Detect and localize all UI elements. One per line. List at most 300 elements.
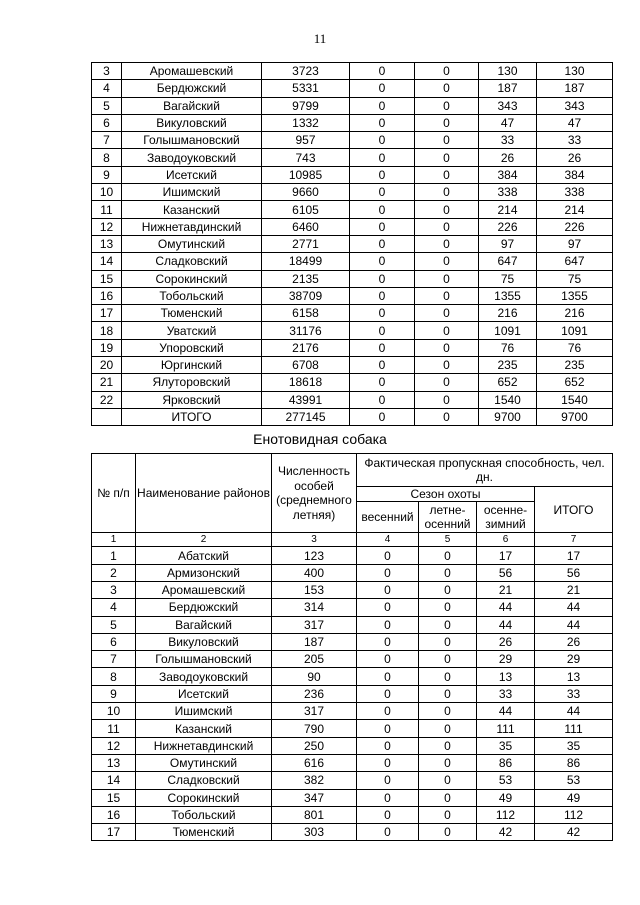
table-cell: 0 <box>357 599 419 616</box>
table-cell: 9 <box>92 166 122 183</box>
table-cell: 18618 <box>262 374 350 391</box>
table-row <box>92 63 613 80</box>
table-cell: 47 <box>479 114 537 131</box>
table-cell: 0 <box>415 270 479 287</box>
table-cell: Юргинский <box>122 357 262 374</box>
table-cell: 42 <box>477 824 535 841</box>
table-cell: Тюменский <box>136 824 272 841</box>
table-row <box>92 132 613 149</box>
table-row <box>92 772 613 789</box>
table-cell: 790 <box>272 720 357 737</box>
table-cell: 0 <box>350 63 415 80</box>
table-cell: 35 <box>477 737 535 754</box>
table-cell: 317 <box>272 703 357 720</box>
header-name: Наименование районов <box>136 454 272 533</box>
table-cell: Уватский <box>122 322 262 339</box>
table-cell: 0 <box>357 616 419 633</box>
table-cell: Викуловский <box>122 114 262 131</box>
table-row <box>92 322 613 339</box>
table-cell: 0 <box>350 218 415 235</box>
table-cell: 3 <box>92 581 136 598</box>
table-cell: 0 <box>419 703 477 720</box>
table-row <box>92 357 613 374</box>
table-cell: 743 <box>262 149 350 166</box>
table-cell: 214 <box>479 201 537 218</box>
table-cell: 0 <box>415 322 479 339</box>
table-cell: 6 <box>92 114 122 131</box>
table-cell: 652 <box>537 374 613 391</box>
table-cell: 0 <box>357 703 419 720</box>
table-row <box>92 408 613 425</box>
table-cell: 153 <box>272 581 357 598</box>
column-number: 3 <box>272 533 357 547</box>
table-row <box>92 80 613 97</box>
table-cell: 42 <box>535 824 613 841</box>
table-cell: 187 <box>272 633 357 650</box>
table-cell: 0 <box>415 287 479 304</box>
table-row <box>92 824 613 841</box>
table-row <box>92 97 613 114</box>
table-cell: 0 <box>350 253 415 270</box>
table-cell: 647 <box>479 253 537 270</box>
table1-body <box>92 63 613 426</box>
table-cell: 14 <box>92 772 136 789</box>
column-number: 4 <box>357 533 419 547</box>
table-row <box>92 806 613 823</box>
table-cell: 43991 <box>262 391 350 408</box>
table-cell: 21 <box>477 581 535 598</box>
table-cell: 6460 <box>262 218 350 235</box>
table-cell: 384 <box>537 166 613 183</box>
table-cell: 1355 <box>479 287 537 304</box>
table-cell: 16 <box>92 806 136 823</box>
table-cell: Тобольский <box>122 287 262 304</box>
table-cell: 0 <box>357 772 419 789</box>
table-cell: 187 <box>537 80 613 97</box>
table-cell: 18 <box>92 322 122 339</box>
table-cell: Аромашевский <box>122 63 262 80</box>
table-cell: 0 <box>350 357 415 374</box>
table-cell: 317 <box>272 616 357 633</box>
table-cell: Голышмановский <box>136 651 272 668</box>
table-row <box>92 253 613 270</box>
column-number: 7 <box>535 533 613 547</box>
table-cell: Исетский <box>136 685 272 702</box>
table-cell: 35 <box>535 737 613 754</box>
table-cell: 20 <box>92 357 122 374</box>
table-cell: 7 <box>92 651 136 668</box>
table-cell: Сладковский <box>122 253 262 270</box>
column-number: 5 <box>419 533 477 547</box>
table-row <box>92 184 613 201</box>
table-cell: 26 <box>477 633 535 650</box>
table-cell: 76 <box>479 339 537 356</box>
table-cell: 0 <box>357 547 419 564</box>
table-cell: 56 <box>535 564 613 581</box>
table-cell: 0 <box>357 824 419 841</box>
table-cell: 0 <box>350 80 415 97</box>
header-num: № п/п <box>92 454 136 533</box>
table-cell: 112 <box>535 806 613 823</box>
table-cell: 0 <box>419 789 477 806</box>
table-cell: Омутинский <box>136 754 272 771</box>
table-cell: 0 <box>415 201 479 218</box>
table-caption: Енотовидная собака <box>253 431 387 447</box>
table-cell <box>92 408 122 425</box>
table-cell: 0 <box>357 564 419 581</box>
table-cell: Викуловский <box>136 633 272 650</box>
table-cell: 382 <box>272 772 357 789</box>
table-cell: Вагайский <box>122 97 262 114</box>
table-row <box>92 685 613 702</box>
table-cell: 4 <box>92 80 122 97</box>
table-row <box>92 391 613 408</box>
table-cell: 0 <box>415 97 479 114</box>
table-cell: 26 <box>537 149 613 166</box>
table-cell: 0 <box>415 63 479 80</box>
table-cell: 303 <box>272 824 357 841</box>
table-cell: 0 <box>350 201 415 218</box>
table-cell: Бердюжский <box>122 80 262 97</box>
table-cell: 0 <box>419 806 477 823</box>
table-cell: 0 <box>357 633 419 650</box>
column-number: 2 <box>136 533 272 547</box>
table-cell: 226 <box>479 218 537 235</box>
table-cell: Казанский <box>122 201 262 218</box>
table-cell: 49 <box>535 789 613 806</box>
table-cell: 0 <box>419 547 477 564</box>
table-cell: 17 <box>535 547 613 564</box>
table-cell: 76 <box>537 339 613 356</box>
table-cell: 5331 <box>262 80 350 97</box>
table-cell: 1355 <box>537 287 613 304</box>
table-cell: 0 <box>415 305 479 322</box>
table-cell: 5 <box>92 97 122 114</box>
table-cell: 187 <box>479 80 537 97</box>
table-cell: 214 <box>537 201 613 218</box>
table-cell: 0 <box>419 685 477 702</box>
table-row <box>92 235 613 252</box>
table-cell: 75 <box>479 270 537 287</box>
table-cell: 0 <box>350 408 415 425</box>
table-cell: 0 <box>350 149 415 166</box>
table-cell: 0 <box>357 806 419 823</box>
table-cell: 0 <box>350 339 415 356</box>
table-cell: Абатский <box>136 547 272 564</box>
table-cell: 2135 <box>262 270 350 287</box>
table-cell: 0 <box>415 166 479 183</box>
table-cell: 33 <box>535 685 613 702</box>
table-row <box>92 218 613 235</box>
table-row <box>92 564 613 581</box>
table-cell: 0 <box>350 391 415 408</box>
table-cell: 33 <box>479 132 537 149</box>
table-cell: 13 <box>477 668 535 685</box>
table-cell: 17 <box>92 305 122 322</box>
table-cell: Нижнетавдинский <box>136 737 272 754</box>
table-cell: 0 <box>415 132 479 149</box>
table-row <box>92 703 613 720</box>
table-cell: 9700 <box>537 408 613 425</box>
table-cell: 347 <box>272 789 357 806</box>
table-cell: 8 <box>92 149 122 166</box>
table-cell: 18499 <box>262 253 350 270</box>
table-row <box>92 547 613 564</box>
header-season: Сезон охоты <box>357 487 535 502</box>
table-cell: Тюменский <box>122 305 262 322</box>
table-cell: 2176 <box>262 339 350 356</box>
table-cell: 26 <box>535 633 613 650</box>
table-cell: 11 <box>92 201 122 218</box>
table-cell: 0 <box>357 668 419 685</box>
table-cell: 0 <box>357 581 419 598</box>
table-cell: 22 <box>92 391 122 408</box>
table-cell: 111 <box>535 720 613 737</box>
table-cell: Исетский <box>122 166 262 183</box>
header-capacity: Фактическая пропускная способность, чел. дн. <box>357 454 613 487</box>
table-cell: 250 <box>272 737 357 754</box>
table-cell: 1091 <box>479 322 537 339</box>
raccoon-dog-table <box>91 453 613 841</box>
table-cell: 112 <box>477 806 535 823</box>
table-cell: 235 <box>537 357 613 374</box>
table-cell: Тобольский <box>136 806 272 823</box>
table-cell: 53 <box>535 772 613 789</box>
table-cell: 0 <box>415 235 479 252</box>
table-cell: 6105 <box>262 201 350 218</box>
table-cell: 14 <box>92 253 122 270</box>
table-cell: 16 <box>92 287 122 304</box>
table-cell: 1 <box>92 547 136 564</box>
table-cell: 9700 <box>479 408 537 425</box>
table-cell: 90 <box>272 668 357 685</box>
table-cell: 8 <box>92 668 136 685</box>
table-cell: 957 <box>262 132 350 149</box>
table-cell: 6708 <box>262 357 350 374</box>
table-cell: 12 <box>92 218 122 235</box>
table-cell: 0 <box>415 114 479 131</box>
table-cell: 2 <box>92 564 136 581</box>
table-row <box>92 374 613 391</box>
table-cell: 21 <box>92 374 122 391</box>
table-cell: Заводоуковский <box>136 668 272 685</box>
table-row <box>92 305 613 322</box>
table-cell: 226 <box>537 218 613 235</box>
table2-body <box>92 547 613 841</box>
table-cell: Ишимский <box>136 703 272 720</box>
table-cell: Ялуторовский <box>122 374 262 391</box>
table-cell: 49 <box>477 789 535 806</box>
table-cell: 616 <box>272 754 357 771</box>
table-cell: 130 <box>479 63 537 80</box>
table-cell: 400 <box>272 564 357 581</box>
header-total: ИТОГО <box>535 487 613 533</box>
table-row <box>92 581 613 598</box>
table-row <box>92 789 613 806</box>
table-cell: 10 <box>92 703 136 720</box>
table-cell: Бердюжский <box>136 599 272 616</box>
table-cell: 29 <box>535 651 613 668</box>
table-cell: 47 <box>537 114 613 131</box>
table-cell: 7 <box>92 132 122 149</box>
table-cell: Сорокинский <box>136 789 272 806</box>
table-cell: Омутинский <box>122 235 262 252</box>
table-cell: 6158 <box>262 305 350 322</box>
table-row <box>92 720 613 737</box>
table-cell: 0 <box>415 408 479 425</box>
table-cell: 13 <box>535 668 613 685</box>
table-cell: 0 <box>419 616 477 633</box>
table-row <box>92 599 613 616</box>
table-cell: 338 <box>479 184 537 201</box>
table-cell: 343 <box>479 97 537 114</box>
table-cell: ИТОГО <box>122 408 262 425</box>
header-spring: весенний <box>357 502 419 533</box>
table-cell: 0 <box>415 374 479 391</box>
table-cell: 0 <box>415 184 479 201</box>
table-cell: 1332 <box>262 114 350 131</box>
table-cell: 0 <box>350 97 415 114</box>
table-row <box>92 651 613 668</box>
table-cell: 44 <box>477 703 535 720</box>
table-cell: 56 <box>477 564 535 581</box>
table-cell: 9660 <box>262 184 350 201</box>
table-cell: 2771 <box>262 235 350 252</box>
table-cell: 1540 <box>537 391 613 408</box>
table-cell: 343 <box>537 97 613 114</box>
table-cell: 0 <box>357 685 419 702</box>
table-cell: 11 <box>92 720 136 737</box>
data-table-continued <box>91 62 613 426</box>
table-cell: 0 <box>357 720 419 737</box>
table-cell: 130 <box>537 63 613 80</box>
table-cell: 9 <box>92 685 136 702</box>
table-cell: 75 <box>537 270 613 287</box>
table-cell: 5 <box>92 616 136 633</box>
table-cell: 235 <box>479 357 537 374</box>
table-cell: 0 <box>419 668 477 685</box>
table-cell: 0 <box>350 287 415 304</box>
column-number: 6 <box>477 533 535 547</box>
table-row <box>92 270 613 287</box>
table-cell: Сладковский <box>136 772 272 789</box>
table-cell: 44 <box>535 599 613 616</box>
table-row <box>92 737 613 754</box>
table-cell: 0 <box>419 754 477 771</box>
table-cell: 0 <box>357 789 419 806</box>
table-row <box>92 149 613 166</box>
table-cell: 0 <box>350 270 415 287</box>
table-cell: 0 <box>419 824 477 841</box>
table-cell: 0 <box>350 132 415 149</box>
table-cell: 29 <box>477 651 535 668</box>
table-cell: 44 <box>535 616 613 633</box>
table-cell: 1540 <box>479 391 537 408</box>
table-cell: 53 <box>477 772 535 789</box>
table-cell: 13 <box>92 754 136 771</box>
table-cell: 3723 <box>262 63 350 80</box>
table-cell: 0 <box>350 114 415 131</box>
table-cell: 13 <box>92 235 122 252</box>
table-cell: Упоровский <box>122 339 262 356</box>
table-row <box>92 668 613 685</box>
table-cell: 0 <box>415 339 479 356</box>
table-cell: 338 <box>537 184 613 201</box>
table-cell: 0 <box>350 374 415 391</box>
table-cell: Нижнетавдинский <box>122 218 262 235</box>
table-cell: Аромашевский <box>136 581 272 598</box>
table-cell: 19 <box>92 339 122 356</box>
table-cell: 9799 <box>262 97 350 114</box>
table-cell: 801 <box>272 806 357 823</box>
table-cell: 0 <box>357 754 419 771</box>
table-cell: 0 <box>419 599 477 616</box>
table-cell: 33 <box>477 685 535 702</box>
table-cell: 0 <box>350 166 415 183</box>
table-cell: 38709 <box>262 287 350 304</box>
table-cell: 0 <box>357 651 419 668</box>
table-cell: 216 <box>479 305 537 322</box>
table-cell: 17 <box>477 547 535 564</box>
table-cell: 0 <box>419 737 477 754</box>
table-cell: 647 <box>537 253 613 270</box>
table-cell: 10 <box>92 184 122 201</box>
table-cell: 0 <box>419 633 477 650</box>
table-cell: Вагайский <box>136 616 272 633</box>
table-cell: 21 <box>535 581 613 598</box>
table-row <box>92 166 613 183</box>
table-cell: 1091 <box>537 322 613 339</box>
table-cell: 97 <box>537 235 613 252</box>
table-cell: 15 <box>92 270 122 287</box>
header-summer-autumn: летне-осенний <box>419 502 477 533</box>
table-cell: 4 <box>92 599 136 616</box>
table-cell: 0 <box>415 253 479 270</box>
column-numbers-row <box>92 533 613 547</box>
table-cell: 0 <box>415 391 479 408</box>
table-cell: 0 <box>419 581 477 598</box>
table-cell: 236 <box>272 685 357 702</box>
table-cell: 33 <box>537 132 613 149</box>
table-cell: 17 <box>92 824 136 841</box>
table-cell: 31176 <box>262 322 350 339</box>
table-cell: 97 <box>479 235 537 252</box>
table-cell: 0 <box>415 80 479 97</box>
table-cell: 0 <box>415 357 479 374</box>
table-cell: 10985 <box>262 166 350 183</box>
table-row <box>92 287 613 304</box>
table-cell: 384 <box>479 166 537 183</box>
table-row <box>92 201 613 218</box>
table-cell: Сорокинский <box>122 270 262 287</box>
table-cell: 86 <box>477 754 535 771</box>
table-row <box>92 616 613 633</box>
table-cell: Казанский <box>136 720 272 737</box>
table-cell: 0 <box>350 322 415 339</box>
table-cell: 26 <box>479 149 537 166</box>
table-cell: Ярковский <box>122 391 262 408</box>
table-cell: 0 <box>419 720 477 737</box>
table-cell: Армизонский <box>136 564 272 581</box>
table-cell: 6 <box>92 633 136 650</box>
table-cell: 123 <box>272 547 357 564</box>
table-cell: 0 <box>357 737 419 754</box>
table-cell: 44 <box>535 703 613 720</box>
header-population: Численность особей (среднемного летняя) <box>272 454 357 533</box>
column-number: 1 <box>92 533 136 547</box>
table-row <box>92 633 613 650</box>
table-cell: 0 <box>415 149 479 166</box>
